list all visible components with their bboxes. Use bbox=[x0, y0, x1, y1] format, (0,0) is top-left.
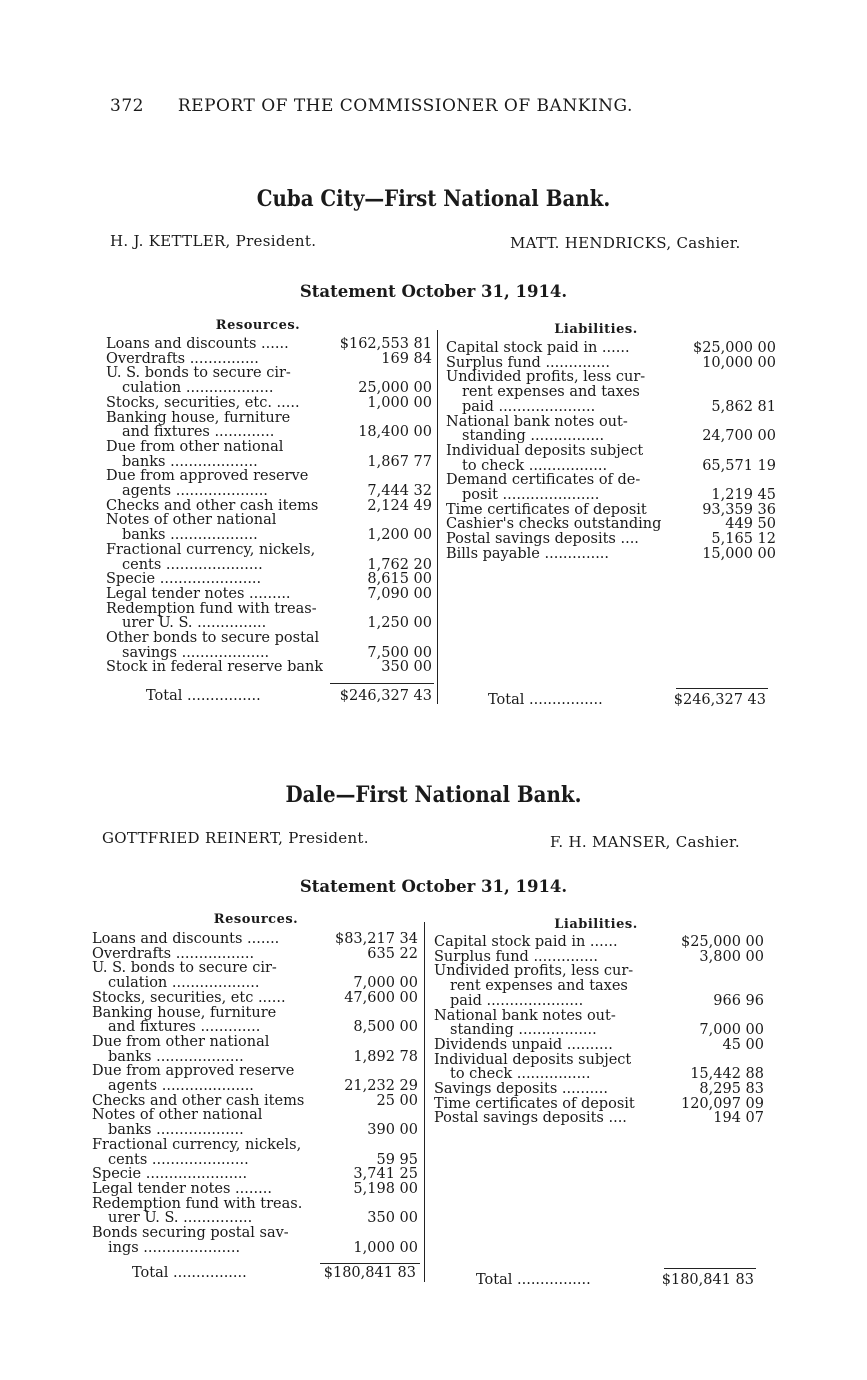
item-label: paid ..................... bbox=[450, 993, 584, 1009]
item-label: Other bonds to secure postal bbox=[106, 631, 320, 646]
item-label: Savings deposits .......... bbox=[434, 1082, 608, 1097]
item-label: U. S. bonds to secure cir- bbox=[106, 366, 291, 382]
item-label: Fractional currency, nickels, bbox=[92, 1137, 302, 1153]
item-amount bbox=[772, 385, 776, 400]
item-amount: 390 00 bbox=[367, 1122, 418, 1139]
line-item bbox=[106, 616, 432, 631]
item-amount: 169 84 bbox=[381, 350, 432, 367]
item-amount: 966 96 bbox=[713, 992, 764, 1009]
item-amount: 25 00 bbox=[376, 1092, 418, 1109]
line-item bbox=[106, 440, 432, 455]
item-label: cents ..................... bbox=[122, 557, 263, 573]
item-amount: 2,124 49 bbox=[367, 497, 432, 514]
item-label: Overdrafts ............... bbox=[106, 351, 259, 367]
item-amount bbox=[414, 1006, 418, 1021]
line-item bbox=[92, 1020, 418, 1035]
line-item bbox=[92, 1108, 418, 1123]
item-amount: 15,442 88 bbox=[690, 1066, 764, 1083]
line-item bbox=[106, 543, 432, 558]
line-item bbox=[92, 1211, 418, 1226]
line-item bbox=[446, 429, 776, 444]
item-label: Checks and other cash items bbox=[92, 1093, 305, 1109]
item-amount bbox=[772, 370, 776, 385]
resources-total bbox=[146, 688, 432, 704]
line-item bbox=[434, 1067, 764, 1082]
item-label: Bonds securing postal sav- bbox=[92, 1226, 289, 1241]
item-amount bbox=[414, 1108, 418, 1123]
item-label: Legal tender notes ........ bbox=[92, 1181, 272, 1197]
bank-cashier: F. H. MANSER, Cashier. bbox=[550, 833, 740, 851]
item-label: Capital stock paid in ...... bbox=[446, 341, 630, 356]
line-item bbox=[106, 411, 432, 426]
line-item bbox=[106, 484, 432, 499]
line-item bbox=[434, 964, 764, 979]
line-item bbox=[434, 1053, 764, 1068]
line-item bbox=[106, 513, 432, 528]
item-label: Cashier's checks outstanding bbox=[446, 517, 662, 533]
line-item bbox=[446, 356, 776, 371]
line-item bbox=[106, 631, 432, 646]
item-label: Dividends unpaid .......... bbox=[434, 1037, 613, 1053]
item-amount: 25,000 00 bbox=[358, 380, 432, 397]
item-amount: $25,000 00 bbox=[680, 934, 764, 950]
line-item bbox=[446, 547, 776, 562]
bank-title-cuba-city: Cuba City—First National Bank. bbox=[256, 186, 611, 212]
item-amount bbox=[428, 440, 432, 455]
resources-heading: Resources. bbox=[215, 318, 301, 333]
item-label: urer U. S. ............... bbox=[122, 616, 267, 632]
item-label: Due from other national bbox=[106, 439, 284, 455]
line-item bbox=[92, 1138, 418, 1153]
item-label: Loans and discounts ...... bbox=[106, 337, 289, 352]
item-amount: 18,400 00 bbox=[358, 424, 432, 441]
item-amount: 1,762 20 bbox=[367, 556, 432, 573]
resources-list bbox=[106, 337, 432, 675]
line-item bbox=[106, 646, 432, 661]
item-amount: 10,000 00 bbox=[702, 354, 776, 371]
item-label: Undivided profits, less cur- bbox=[434, 964, 634, 980]
item-amount: 24,700 00 bbox=[702, 428, 776, 445]
item-amount bbox=[428, 602, 432, 617]
resources-total bbox=[132, 1265, 416, 1281]
line-item bbox=[106, 469, 432, 484]
item-label: and fixtures ............. bbox=[122, 425, 275, 440]
item-label: Capital stock paid in ...... bbox=[434, 935, 618, 950]
item-amount bbox=[760, 964, 764, 979]
line-item bbox=[92, 1197, 418, 1212]
item-label: Stocks, securities, etc ...... bbox=[92, 990, 286, 1006]
item-label: and fixtures ............. bbox=[108, 1020, 261, 1035]
line-item bbox=[92, 961, 418, 976]
item-label: banks ................... bbox=[108, 1049, 244, 1065]
item-amount: $25,000 00 bbox=[692, 340, 776, 356]
item-label: urer U. S. ............... bbox=[108, 1211, 253, 1227]
item-label: Bills payable .............. bbox=[446, 546, 610, 562]
line-item bbox=[106, 587, 432, 602]
item-label: to check ................. bbox=[462, 458, 608, 474]
line-item bbox=[434, 1009, 764, 1024]
line-item bbox=[446, 473, 776, 488]
item-label: Surplus fund .............. bbox=[434, 949, 598, 965]
line-item bbox=[92, 1050, 418, 1065]
total-rule bbox=[330, 683, 434, 684]
total-rule bbox=[664, 1268, 756, 1269]
item-label: Individual deposits subject bbox=[446, 443, 644, 459]
line-item bbox=[434, 1097, 764, 1112]
line-item bbox=[92, 1094, 418, 1109]
item-label: banks ................... bbox=[122, 454, 258, 470]
line-item bbox=[92, 1079, 418, 1094]
item-label: culation ................... bbox=[122, 381, 274, 396]
item-amount bbox=[428, 543, 432, 558]
line-item bbox=[446, 444, 776, 459]
item-amount: 1,867 77 bbox=[367, 453, 432, 470]
column-divider bbox=[437, 330, 438, 704]
item-amount: 449 50 bbox=[725, 516, 776, 533]
item-label: Fractional currency, nickels, bbox=[106, 542, 316, 558]
item-label: Specie ...................... bbox=[92, 1167, 248, 1182]
item-label: Overdrafts ................. bbox=[92, 946, 255, 962]
item-label: Checks and other cash items bbox=[106, 498, 319, 514]
item-amount bbox=[414, 1138, 418, 1153]
line-item bbox=[434, 979, 764, 994]
item-amount: 8,615 00 bbox=[367, 571, 432, 588]
total-amount: $246,327 43 bbox=[673, 692, 766, 708]
item-label: Individual deposits subject bbox=[434, 1052, 632, 1068]
liabilities-heading: Liabilities. bbox=[554, 917, 638, 932]
item-label: Banking house, furniture bbox=[106, 410, 291, 426]
item-label: Specie ...................... bbox=[106, 572, 262, 587]
bank-title-dale: Dale—First National Bank. bbox=[285, 782, 582, 808]
item-amount: 59 95 bbox=[376, 1151, 418, 1168]
line-item bbox=[446, 532, 776, 547]
item-label: Demand certificates of de- bbox=[446, 473, 641, 489]
line-item bbox=[434, 950, 764, 965]
item-label: National bank notes out- bbox=[446, 414, 628, 430]
line-item bbox=[106, 337, 432, 352]
item-label: Undivided profits, less cur- bbox=[446, 370, 646, 386]
item-label: Due from approved reserve bbox=[106, 469, 309, 485]
item-amount: 65,571 19 bbox=[702, 457, 776, 474]
item-amount bbox=[428, 411, 432, 426]
line-item bbox=[106, 558, 432, 573]
item-amount bbox=[414, 1064, 418, 1079]
resources-heading: Resources. bbox=[213, 912, 299, 927]
line-item bbox=[446, 385, 776, 400]
item-label: banks ................... bbox=[108, 1123, 244, 1138]
item-amount bbox=[414, 1197, 418, 1212]
bank-president: H. J. KETTLER, President. bbox=[110, 232, 317, 250]
item-amount bbox=[414, 1226, 418, 1241]
item-label: standing ................. bbox=[450, 1023, 597, 1038]
item-label: Legal tender notes ......... bbox=[106, 586, 291, 602]
item-amount: 5,198 00 bbox=[353, 1180, 418, 1197]
item-amount bbox=[760, 979, 764, 994]
item-label: posit ..................... bbox=[462, 488, 600, 503]
line-item bbox=[106, 602, 432, 617]
item-label: Redemption fund with treas. bbox=[92, 1196, 303, 1212]
line-item bbox=[106, 425, 432, 440]
item-amount: 45 00 bbox=[722, 1036, 764, 1053]
item-amount bbox=[760, 1009, 764, 1024]
item-amount: 3,800 00 bbox=[699, 948, 764, 965]
total-amount: $246,327 43 bbox=[339, 688, 432, 704]
statement-date: Statement October 31, 1914. bbox=[299, 877, 568, 896]
line-item bbox=[434, 1111, 764, 1126]
line-item bbox=[92, 932, 418, 947]
line-item bbox=[92, 1064, 418, 1079]
item-label: cents ..................... bbox=[108, 1152, 249, 1168]
line-item bbox=[434, 1082, 764, 1097]
total-label: Total ................ bbox=[488, 692, 603, 708]
item-label: Stock in federal reserve bank bbox=[106, 660, 324, 676]
item-amount: 1,219 45 bbox=[711, 487, 776, 504]
item-amount: 21,232 29 bbox=[344, 1078, 418, 1095]
column-divider bbox=[424, 922, 425, 1282]
line-item bbox=[92, 1153, 418, 1168]
item-amount: 1,000 00 bbox=[353, 1239, 418, 1256]
item-label: agents .................... bbox=[122, 484, 268, 499]
line-item bbox=[106, 499, 432, 514]
line-item bbox=[106, 366, 432, 381]
item-label: Surplus fund .............. bbox=[446, 355, 610, 371]
item-amount: $83,217 34 bbox=[334, 931, 418, 947]
item-amount: 7,000 00 bbox=[699, 1022, 764, 1039]
total-amount: $180,841 83 bbox=[323, 1265, 416, 1281]
item-amount bbox=[428, 469, 432, 484]
item-amount: 8,500 00 bbox=[353, 1019, 418, 1036]
item-label: Due from other national bbox=[92, 1034, 270, 1050]
total-label: Total ................ bbox=[132, 1265, 247, 1281]
item-amount: 7,090 00 bbox=[367, 585, 432, 602]
line-item bbox=[92, 976, 418, 991]
bank-president: GOTTFRIED REINERT, President. bbox=[102, 829, 369, 847]
item-label: rent expenses and taxes bbox=[462, 385, 640, 400]
item-label: rent expenses and taxes bbox=[450, 979, 628, 994]
line-item bbox=[106, 455, 432, 470]
line-item bbox=[92, 1006, 418, 1021]
liabilities-total bbox=[476, 1272, 754, 1288]
line-item bbox=[434, 935, 764, 950]
item-label: Postal savings deposits .... bbox=[446, 532, 639, 547]
item-label: paid ..................... bbox=[462, 399, 596, 415]
bank-cashier: MATT. HENDRICKS, Cashier. bbox=[510, 234, 741, 252]
item-label: to check ................ bbox=[450, 1067, 591, 1083]
line-item bbox=[434, 1023, 764, 1038]
liabilities-list bbox=[446, 341, 776, 562]
page-header bbox=[110, 96, 633, 116]
item-label: ings ..................... bbox=[108, 1240, 241, 1256]
line-item bbox=[92, 1182, 418, 1197]
line-item bbox=[434, 994, 764, 1009]
item-amount bbox=[428, 366, 432, 381]
item-amount: 350 00 bbox=[367, 1210, 418, 1227]
item-amount: 7,444 32 bbox=[367, 483, 432, 500]
line-item bbox=[106, 528, 432, 543]
item-amount bbox=[772, 473, 776, 488]
total-rule bbox=[676, 688, 768, 689]
line-item bbox=[92, 1123, 418, 1138]
item-amount: 1,892 78 bbox=[353, 1048, 418, 1065]
item-label: Redemption fund with treas- bbox=[106, 601, 317, 617]
line-item bbox=[106, 660, 432, 675]
item-amount: 1,200 00 bbox=[367, 527, 432, 544]
item-label: U. S. bonds to secure cir- bbox=[92, 961, 277, 977]
item-amount: 194 07 bbox=[713, 1110, 764, 1127]
item-amount: 350 00 bbox=[381, 659, 432, 676]
item-amount: 47,600 00 bbox=[344, 989, 418, 1006]
line-item bbox=[92, 1241, 418, 1256]
item-label: banks ................... bbox=[122, 528, 258, 543]
line-item bbox=[446, 488, 776, 503]
item-amount: 1,000 00 bbox=[367, 394, 432, 411]
page-number: 372 bbox=[110, 96, 144, 116]
item-label: Postal savings deposits .... bbox=[434, 1111, 627, 1127]
item-label: standing ................ bbox=[462, 429, 605, 444]
item-amount: $162,553 81 bbox=[339, 336, 432, 352]
item-label: Notes of other national bbox=[92, 1108, 263, 1124]
liabilities-list bbox=[434, 935, 764, 1126]
item-label: Banking house, furniture bbox=[92, 1005, 277, 1021]
line-item bbox=[92, 947, 418, 962]
item-amount: 120,097 09 bbox=[680, 1095, 764, 1112]
line-item bbox=[446, 370, 776, 385]
statement-date: Statement October 31, 1914. bbox=[299, 282, 568, 301]
item-amount: 15,000 00 bbox=[702, 545, 776, 562]
item-label: Stocks, securities, etc. ..... bbox=[106, 395, 300, 411]
item-label: agents .................... bbox=[108, 1079, 254, 1094]
line-item bbox=[446, 400, 776, 415]
line-item bbox=[92, 991, 418, 1006]
total-label: Total ................ bbox=[146, 688, 261, 704]
item-amount: 635 22 bbox=[367, 945, 418, 962]
item-amount bbox=[428, 513, 432, 528]
item-label: Due from approved reserve bbox=[92, 1064, 295, 1080]
total-amount: $180,841 83 bbox=[661, 1272, 754, 1288]
resources-list bbox=[92, 932, 418, 1255]
total-label: Total ................ bbox=[476, 1272, 591, 1288]
item-label: culation ................... bbox=[108, 976, 260, 991]
line-item bbox=[92, 1035, 418, 1050]
report-title: REPORT OF THE COMMISSIONER OF BANKING. bbox=[177, 96, 633, 116]
item-amount: 3,741 25 bbox=[353, 1166, 418, 1183]
item-label: Time certificates of deposit bbox=[434, 1096, 635, 1112]
item-amount: 7,000 00 bbox=[353, 975, 418, 992]
item-amount: 8,295 83 bbox=[699, 1081, 764, 1098]
line-item bbox=[446, 503, 776, 518]
item-label: Time certificates of deposit bbox=[446, 502, 647, 518]
line-item bbox=[446, 415, 776, 430]
item-amount: 5,165 12 bbox=[711, 531, 776, 548]
item-amount: 7,500 00 bbox=[367, 644, 432, 661]
item-label: National bank notes out- bbox=[434, 1008, 616, 1024]
line-item bbox=[106, 381, 432, 396]
item-label: Notes of other national bbox=[106, 513, 277, 529]
item-amount bbox=[772, 444, 776, 459]
line-item bbox=[106, 352, 432, 367]
item-label: savings ................... bbox=[122, 645, 270, 661]
line-item bbox=[92, 1226, 418, 1241]
item-amount bbox=[428, 631, 432, 646]
total-rule bbox=[320, 1263, 420, 1264]
line-item bbox=[446, 517, 776, 532]
item-amount: 5,862 81 bbox=[711, 398, 776, 415]
line-item bbox=[446, 341, 776, 356]
item-amount bbox=[414, 961, 418, 976]
line-item bbox=[434, 1038, 764, 1053]
item-label: Loans and discounts ....... bbox=[92, 932, 280, 947]
item-amount: 93,359 36 bbox=[702, 501, 776, 518]
line-item bbox=[106, 396, 432, 411]
item-amount bbox=[772, 415, 776, 430]
item-amount: 1,250 00 bbox=[367, 615, 432, 632]
item-amount bbox=[414, 1035, 418, 1050]
line-item bbox=[106, 572, 432, 587]
liabilities-total bbox=[488, 692, 766, 708]
line-item bbox=[92, 1167, 418, 1182]
item-amount bbox=[760, 1053, 764, 1068]
liabilities-heading: Liabilities. bbox=[554, 322, 638, 337]
line-item bbox=[446, 459, 776, 474]
